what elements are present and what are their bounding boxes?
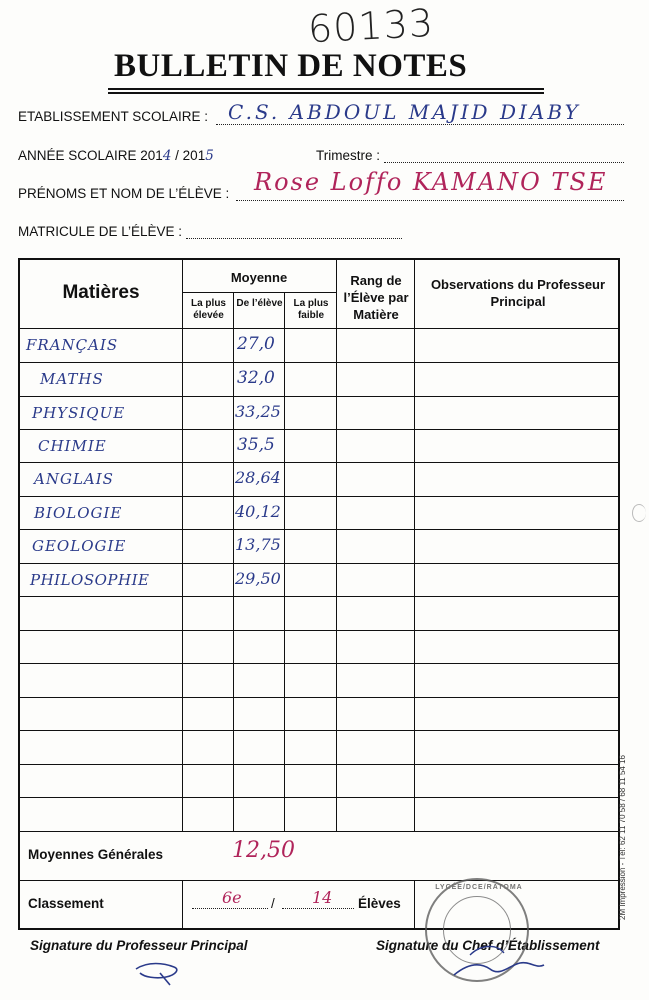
punch-hole — [632, 504, 646, 522]
row-divider — [18, 362, 620, 363]
row-divider — [18, 462, 620, 463]
row-divider — [18, 396, 620, 397]
moyenne-generale-value: 12,50 — [232, 838, 295, 863]
matricule-dots — [186, 238, 402, 239]
document-number: 60133 — [306, 0, 435, 52]
grades-table — [18, 258, 620, 930]
col-divider — [233, 292, 234, 831]
stamp-text: LYCÉE/DCE/RATOMA — [435, 884, 523, 891]
subject-cell: MATHS — [40, 370, 104, 388]
chef-signature-label: Signature du Chef d’Établissement — [376, 938, 600, 953]
classement-label: Classement — [28, 896, 104, 911]
annee-year1: 4 — [162, 148, 172, 164]
header-de-eleve: De l’élève — [236, 298, 283, 309]
etablissement-label: ETABLISSEMENT SCOLAIRE : — [18, 109, 209, 124]
annee-label — [18, 148, 214, 164]
etablissement-dots — [216, 124, 624, 125]
row-divider — [18, 880, 620, 881]
printer-credit: 2M Impression - Tél: 62 11 70 58 / 68 11 54 16 — [618, 755, 627, 920]
annee-year2: 5 — [205, 148, 214, 164]
subject-cell: CHIMIE — [38, 437, 107, 455]
row-divider — [18, 596, 620, 597]
col-divider — [414, 260, 415, 831]
grade-cell: 28,64 — [235, 468, 281, 487]
trimestre-label: Trimestre : — [316, 148, 380, 163]
subject-cell: BIOLOGIE — [34, 504, 123, 522]
subject-cell: GEOLOGIE — [32, 537, 127, 555]
prof-signature-label: Signature du Professeur Principal — [30, 938, 248, 953]
trimestre-dots — [384, 162, 624, 163]
subject-cell: FRANÇAIS — [26, 336, 119, 354]
col-divider — [414, 880, 415, 930]
annee-separator: / 201 — [175, 148, 206, 163]
etablissement-value: C.S. ABDOUL MAJID DIABY — [228, 100, 581, 124]
rang-separator: / — [271, 896, 275, 911]
nom-label: PRÉNOMS ET NOM DE L’ÉLÈVE : — [18, 186, 230, 201]
row-divider — [18, 496, 620, 497]
effectif-dots — [282, 908, 354, 909]
matricule-label: MATRICULE DE L’ÉLÈVE : — [18, 224, 183, 239]
row-divider — [18, 730, 620, 731]
moyennes-label: Moyennes Générales — [28, 847, 164, 862]
row-divider — [18, 831, 620, 832]
header-row-divider — [18, 328, 620, 329]
grade-cell: 35,5 — [237, 435, 275, 455]
subject-cell: PHYSIQUE — [32, 404, 126, 422]
effectif-value: 14 — [312, 888, 333, 907]
header-plus-elevee: La plus élevée — [190, 298, 226, 321]
grade-cell: 29,50 — [235, 569, 281, 588]
page-title: BULLETIN DE NOTES — [114, 48, 468, 84]
rang-value: 6e — [222, 888, 242, 907]
annee-prefix: ANNÉE SCOLAIRE 201 — [18, 148, 163, 163]
nom-dots — [236, 200, 624, 201]
header-rang: Rang de l’Élève par Matière — [343, 273, 409, 322]
header-matieres: Matières — [62, 282, 140, 303]
header-moyenne: Moyenne — [230, 270, 288, 285]
row-divider — [182, 292, 336, 293]
col-divider — [182, 880, 183, 930]
row-divider — [18, 429, 620, 430]
row-divider — [18, 529, 620, 530]
prof-signature — [130, 955, 190, 989]
grade-cell: 13,75 — [235, 535, 281, 554]
title-underline-2 — [108, 92, 544, 94]
row-divider — [18, 764, 620, 765]
col-divider — [182, 260, 183, 831]
row-divider — [18, 563, 620, 564]
row-divider — [18, 663, 620, 664]
eleves-label: Élèves — [358, 896, 401, 911]
grade-cell: 32,0 — [237, 368, 275, 388]
grade-cell: 27,0 — [237, 334, 275, 354]
title-underline — [108, 88, 544, 90]
row-divider — [18, 697, 620, 698]
rang-dots — [192, 908, 268, 909]
col-divider — [336, 260, 337, 831]
subject-cell: PHILOSOPHIE — [30, 571, 150, 589]
grade-cell: 40,12 — [235, 502, 281, 521]
grade-cell: 33,25 — [235, 402, 281, 421]
subject-cell: ANGLAIS — [34, 470, 114, 488]
nom-value: Rose Loffo KAMANO TSE — [254, 168, 608, 196]
row-divider — [18, 797, 620, 798]
row-divider — [18, 630, 620, 631]
header-plus-faible: La plus faible — [293, 298, 329, 321]
col-divider — [284, 292, 285, 831]
header-observations: Observations du Professeur Principal — [430, 277, 606, 309]
chef-signature — [450, 935, 550, 991]
